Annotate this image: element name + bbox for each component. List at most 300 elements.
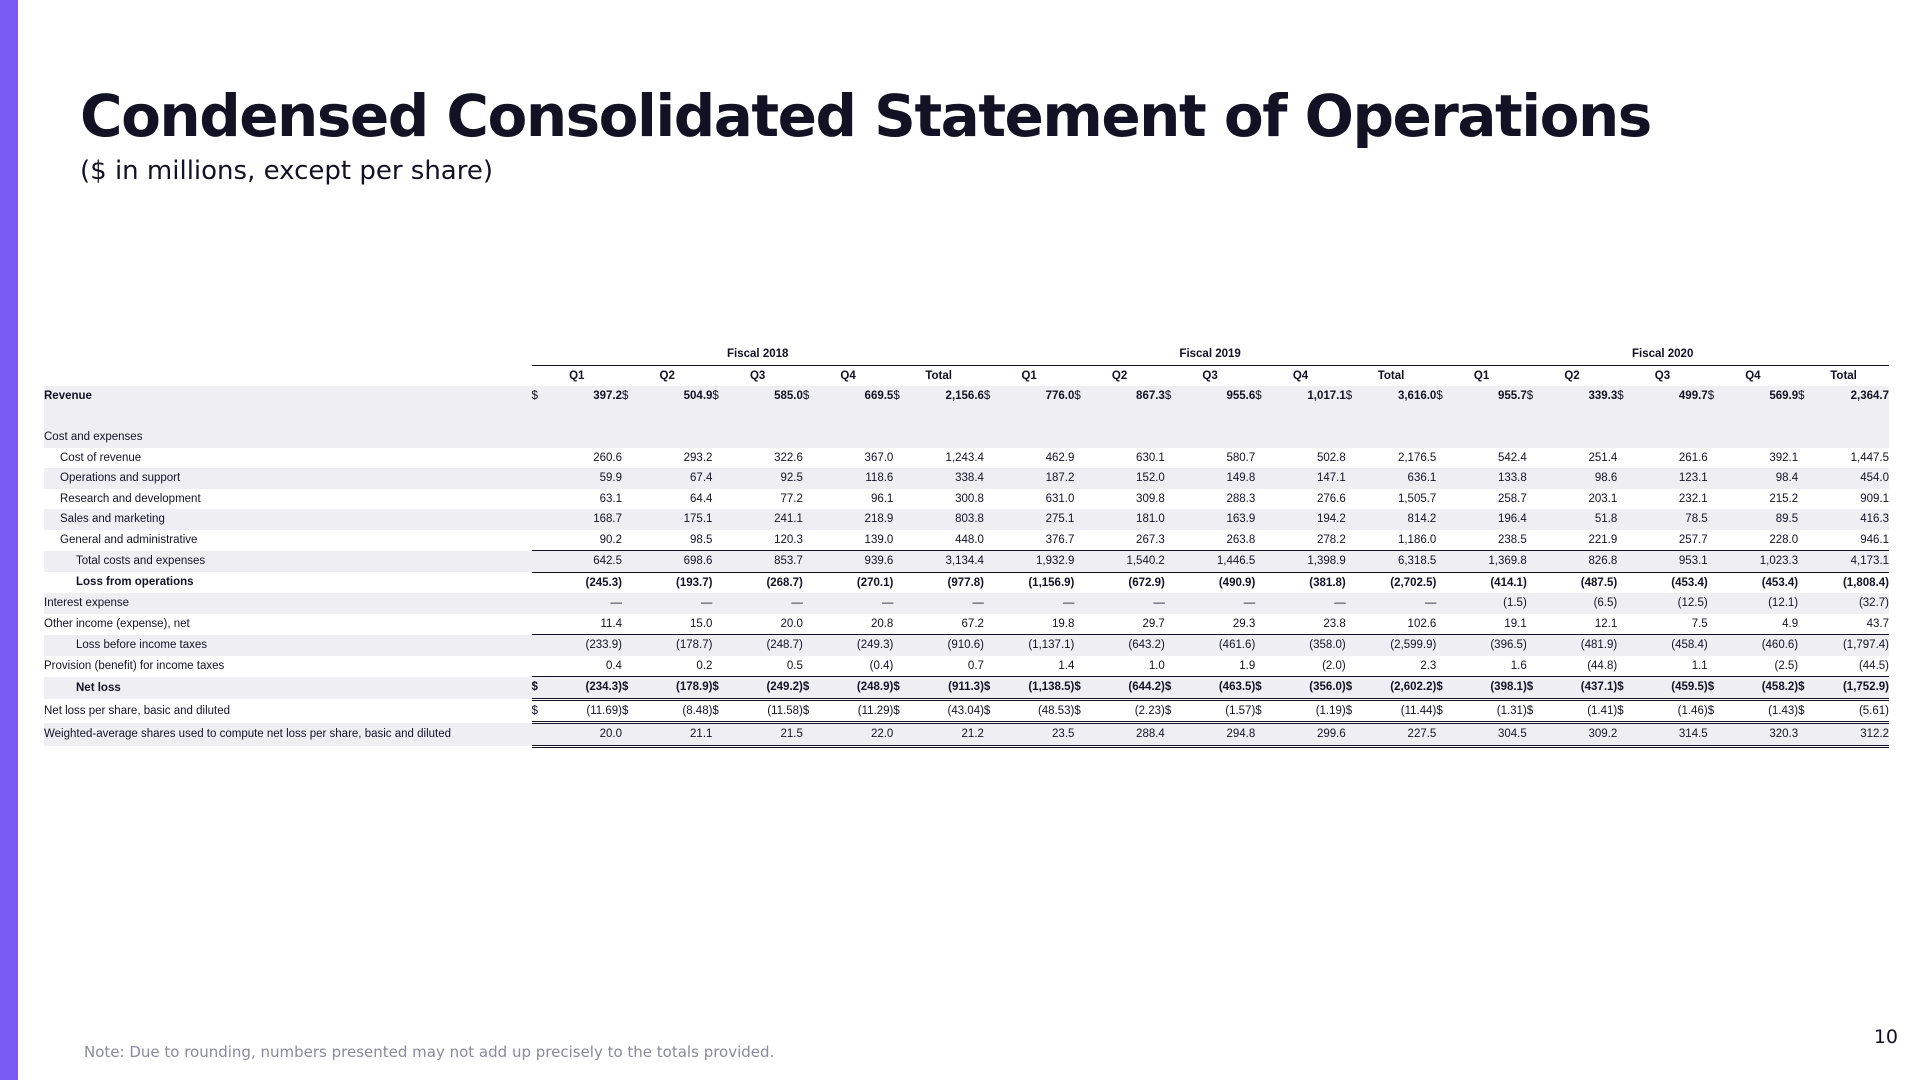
value-cell: 102.6: [1407, 617, 1437, 630]
value-cell: 2,364.7: [1812, 386, 1889, 407]
currency-symbol: [1436, 593, 1450, 614]
value-cell: (481.9): [1541, 635, 1617, 656]
currency-symbol: [1798, 614, 1812, 635]
value-cell: 867.3: [1088, 386, 1164, 407]
currency-symbol: [1074, 448, 1088, 469]
currency-symbol: [1798, 509, 1812, 530]
currency-symbol: [1708, 635, 1722, 656]
table-row: [44, 677, 1889, 700]
value-cell: 123.1: [1631, 468, 1707, 489]
currency-symbol: $: [622, 677, 636, 700]
column-header-q3: Q3: [1617, 365, 1707, 386]
currency-symbol: [984, 468, 998, 489]
statement-of-operations-table: [44, 344, 1889, 748]
value-cell: (414.1): [1450, 572, 1526, 593]
value-cell: (1,138.5): [998, 677, 1074, 700]
column-header-q2: Q2: [1074, 365, 1164, 386]
column-header-total: Total: [1346, 365, 1437, 386]
currency-symbol: [893, 448, 907, 469]
value-cell: 20.0: [780, 617, 803, 630]
currency-symbol: [1074, 427, 1088, 448]
value-cell: (459.5): [1631, 677, 1707, 700]
value-cell: (461.6): [1179, 635, 1255, 656]
value-cell: [1450, 407, 1526, 428]
value-cell: 294.8: [1179, 723, 1255, 747]
currency-symbol: [532, 407, 546, 428]
column-header-q3: Q3: [1165, 365, 1255, 386]
value-cell: [636, 427, 712, 448]
accent-bar: [0, 0, 18, 1080]
currency-symbol: [1346, 614, 1360, 635]
currency-symbol: $: [1527, 386, 1541, 407]
currency-symbol: [1798, 448, 1812, 469]
value-cell: [907, 427, 984, 448]
currency-symbol: $: [532, 386, 546, 407]
value-cell: —: [817, 593, 893, 614]
value-cell: (644.2): [1088, 677, 1164, 700]
currency-symbol: [622, 635, 636, 656]
value-cell: (1.57): [1179, 699, 1255, 723]
value-cell: 309.8: [1136, 492, 1165, 505]
value-cell: 636.1: [1360, 468, 1437, 489]
currency-symbol: $: [1527, 677, 1541, 700]
currency-symbol: $: [1617, 699, 1631, 723]
value-cell: 139.0: [864, 533, 894, 546]
currency-symbol: [1165, 593, 1179, 614]
value-cell: 1,932.9: [998, 551, 1074, 573]
currency-symbol: [1165, 509, 1179, 530]
footnote: Note: Due to rounding, numbers presented may not add up precisely to the totals provided.: [84, 1043, 775, 1061]
column-header-q1: Q1: [1436, 365, 1526, 386]
currency-symbol: [803, 723, 817, 747]
value-cell: (1,797.4): [1812, 635, 1889, 656]
currency-symbol: [1436, 572, 1450, 593]
value-cell: 1.6: [1510, 659, 1527, 672]
column-header-q3: Q3: [712, 365, 802, 386]
currency-symbol: $: [1617, 677, 1631, 700]
value-cell: 11.4: [600, 617, 622, 630]
value-cell: (490.9): [1179, 572, 1255, 593]
value-cell: (2.23): [1088, 699, 1164, 723]
currency-symbol: [622, 593, 636, 614]
currency-symbol: [803, 407, 817, 428]
value-cell: 803.8: [907, 509, 984, 530]
value-cell: 946.1: [1860, 533, 1889, 546]
value-cell: 43.7: [1866, 617, 1889, 630]
value-cell: 909.1: [1860, 492, 1889, 505]
currency-symbol: $: [622, 386, 636, 407]
currency-symbol: [532, 427, 546, 448]
currency-symbol: [1346, 509, 1360, 530]
value-cell: 955.6: [1179, 386, 1255, 407]
currency-symbol: [1346, 551, 1360, 573]
value-cell: —: [1360, 593, 1437, 614]
currency-symbol: [803, 593, 817, 614]
currency-symbol: [803, 530, 817, 551]
value-cell: 29.3: [1232, 617, 1256, 630]
value-cell: 3,134.4: [907, 551, 984, 573]
currency-symbol: [1708, 551, 1722, 573]
currency-symbol: [1074, 572, 1088, 593]
value-cell: (178.7): [636, 635, 712, 656]
currency-symbol: $: [803, 699, 817, 723]
column-header-q2: Q2: [622, 365, 712, 386]
value-cell: 1,017.1: [1269, 386, 1345, 407]
currency-symbol: [984, 551, 998, 573]
currency-symbol: [1527, 614, 1541, 635]
value-cell: [1360, 427, 1437, 448]
currency-symbol: [532, 509, 546, 530]
value-cell: (11.44): [1360, 699, 1437, 723]
currency-symbol: [1617, 723, 1631, 747]
currency-symbol: [712, 407, 726, 428]
currency-symbol: [1255, 656, 1269, 677]
value-cell: [1631, 427, 1707, 448]
currency-symbol: [803, 572, 817, 593]
value-cell: (381.8): [1269, 572, 1345, 593]
value-cell: 118.6: [817, 468, 893, 489]
currency-symbol: [1165, 635, 1179, 656]
table-row: [44, 427, 1889, 448]
currency-symbol: [984, 593, 998, 614]
currency-symbol: [1436, 530, 1450, 551]
value-cell: 814.2: [1360, 509, 1437, 530]
currency-symbol: [1798, 551, 1812, 573]
currency-symbol: $: [1346, 386, 1360, 407]
currency-symbol: [622, 448, 636, 469]
value-cell: 3,616.0: [1360, 386, 1437, 407]
currency-symbol: [1617, 530, 1631, 551]
header-spacer: [44, 365, 532, 386]
value-cell: 955.7: [1450, 386, 1526, 407]
currency-symbol: $: [712, 386, 726, 407]
value-cell: 147.1: [1269, 468, 1345, 489]
currency-symbol: [1255, 614, 1269, 635]
value-cell: 288.4: [1088, 723, 1164, 747]
value-cell: 89.5: [1722, 509, 1798, 530]
table-row: [44, 551, 1889, 573]
value-cell: (43.04): [907, 699, 984, 723]
currency-symbol: [1346, 656, 1360, 677]
currency-symbol: [1436, 635, 1450, 656]
value-cell: (398.1): [1450, 677, 1526, 700]
currency-symbol: [1346, 572, 1360, 593]
value-cell: 257.7: [1678, 533, 1708, 546]
currency-symbol: $: [1255, 386, 1269, 407]
value-cell: (44.5): [1858, 659, 1889, 672]
value-cell: 0.5: [786, 659, 803, 672]
currency-symbol: [532, 468, 546, 489]
value-cell: 630.1: [1136, 451, 1165, 464]
value-cell: 416.3: [1812, 509, 1889, 530]
currency-symbol: [1527, 656, 1541, 677]
value-cell: [726, 427, 802, 448]
currency-symbol: [1527, 572, 1541, 593]
currency-symbol: $: [1708, 699, 1722, 723]
currency-symbol: [712, 723, 726, 747]
currency-symbol: [622, 572, 636, 593]
row-label: Weighted-average shares used to compute net loss per share, basic and diluted: [44, 723, 532, 747]
value-cell: (268.7): [726, 572, 802, 593]
currency-symbol: $: [712, 699, 726, 723]
value-cell: 218.9: [817, 509, 893, 530]
value-cell: (463.5): [1179, 677, 1255, 700]
value-cell: 569.9: [1722, 386, 1798, 407]
currency-symbol: [1708, 572, 1722, 593]
value-cell: 1.1: [1691, 659, 1708, 672]
currency-symbol: [1436, 407, 1450, 428]
row-label: Total costs and expenses: [44, 551, 532, 573]
value-cell: 1,447.5: [1850, 451, 1889, 464]
currency-symbol: [984, 614, 998, 635]
currency-symbol: [1436, 614, 1450, 635]
currency-symbol: [984, 572, 998, 593]
value-cell: (1.46): [1631, 699, 1707, 723]
value-cell: (0.4): [869, 659, 894, 672]
currency-symbol: [1708, 509, 1722, 530]
value-cell: 853.7: [726, 551, 802, 573]
currency-symbol: [712, 572, 726, 593]
value-cell: (458.4): [1631, 635, 1707, 656]
value-cell: 939.6: [817, 551, 893, 573]
currency-symbol: [712, 656, 726, 677]
column-header-q4: Q4: [1708, 365, 1798, 386]
value-cell: (193.7): [636, 572, 712, 593]
value-cell: 580.7: [1226, 451, 1256, 464]
value-cell: (356.0): [1269, 677, 1345, 700]
value-cell: [1088, 407, 1164, 428]
value-cell: (248.7): [726, 635, 802, 656]
currency-symbol: [893, 468, 907, 489]
value-cell: (11.58): [726, 699, 802, 723]
currency-symbol: [984, 448, 998, 469]
value-cell: [907, 407, 984, 428]
value-cell: (249.2): [726, 677, 802, 700]
currency-symbol: [1527, 407, 1541, 428]
value-cell: 120.3: [774, 533, 803, 546]
value-cell: (911.3): [907, 677, 984, 700]
currency-symbol: [1165, 723, 1179, 747]
currency-symbol: [1436, 551, 1450, 573]
column-header-q1: Q1: [984, 365, 1074, 386]
currency-symbol: [1346, 593, 1360, 614]
row-label: Research and development: [60, 492, 201, 505]
value-cell: 6,318.5: [1360, 551, 1437, 573]
value-cell: 228.0: [1769, 533, 1799, 546]
value-cell: (44.8): [1587, 659, 1618, 672]
value-cell: [1631, 407, 1707, 428]
currency-symbol: [1798, 489, 1812, 510]
currency-symbol: [984, 530, 998, 551]
currency-symbol: [893, 572, 907, 593]
currency-symbol: $: [1436, 699, 1450, 723]
currency-symbol: [622, 530, 636, 551]
currency-symbol: [1165, 572, 1179, 593]
currency-symbol: $: [893, 677, 907, 700]
currency-symbol: [1708, 407, 1722, 428]
value-cell: —: [998, 593, 1074, 614]
value-cell: (358.0): [1269, 635, 1345, 656]
currency-symbol: [803, 509, 817, 530]
currency-symbol: [1074, 468, 1088, 489]
value-cell: 221.9: [1588, 533, 1618, 546]
value-cell: (458.2): [1722, 677, 1798, 700]
currency-symbol: [1527, 593, 1541, 614]
currency-symbol: [1074, 656, 1088, 677]
value-cell: 631.0: [1045, 492, 1075, 505]
currency-symbol: [803, 489, 817, 510]
value-cell: 1,398.9: [1269, 551, 1345, 573]
value-cell: [1269, 427, 1345, 448]
value-cell: (48.53): [998, 699, 1074, 723]
fiscal-year-header: Fiscal 2018: [727, 348, 789, 360]
value-cell: 397.2: [546, 386, 622, 407]
currency-symbol: [893, 530, 907, 551]
currency-symbol: [1798, 407, 1812, 428]
value-cell: 196.4: [1450, 509, 1526, 530]
value-cell: 448.0: [955, 533, 984, 546]
currency-symbol: $: [1346, 677, 1360, 700]
currency-symbol: [1255, 509, 1269, 530]
currency-symbol: $: [803, 386, 817, 407]
column-header-total: Total: [1798, 365, 1889, 386]
currency-symbol: $: [1165, 677, 1179, 700]
currency-symbol: [622, 723, 636, 747]
value-cell: 314.5: [1631, 723, 1707, 747]
currency-symbol: [1798, 656, 1812, 677]
currency-symbol: [1346, 427, 1360, 448]
value-cell: 499.7: [1631, 386, 1707, 407]
value-cell: 542.4: [1498, 451, 1527, 464]
value-cell: (460.6): [1722, 635, 1798, 656]
value-cell: 21.2: [907, 723, 984, 747]
value-cell: (672.9): [1088, 572, 1164, 593]
currency-symbol: [1527, 551, 1541, 573]
slide-title: Condensed Consolidated Statement of Operations: [80, 82, 1651, 150]
value-cell: 263.8: [1226, 533, 1256, 546]
currency-symbol: $: [1255, 677, 1269, 700]
currency-symbol: [622, 656, 636, 677]
value-cell: [817, 407, 893, 428]
value-cell: 1,023.3: [1722, 551, 1798, 573]
value-cell: [1541, 427, 1617, 448]
currency-symbol: [1074, 635, 1088, 656]
value-cell: [1088, 427, 1164, 448]
currency-symbol: [893, 614, 907, 635]
currency-symbol: [803, 448, 817, 469]
quarter-header-row: [44, 365, 1889, 386]
currency-symbol: [803, 656, 817, 677]
value-cell: [998, 407, 1074, 428]
currency-symbol: [1255, 723, 1269, 747]
currency-symbol: [1617, 614, 1631, 635]
value-cell: 0.7: [967, 659, 984, 672]
value-cell: 585.0: [726, 386, 802, 407]
value-cell: (453.4): [1722, 572, 1798, 593]
table-row: [44, 448, 1889, 469]
currency-symbol: $: [1074, 699, 1088, 723]
currency-symbol: [1436, 723, 1450, 747]
value-cell: 293.2: [683, 451, 713, 464]
currency-symbol: [893, 551, 907, 573]
value-cell: (1,752.9): [1812, 677, 1889, 700]
value-cell: (2,702.5): [1360, 572, 1437, 593]
value-cell: 238.5: [1498, 533, 1527, 546]
currency-symbol: [1165, 468, 1179, 489]
currency-symbol: [1798, 530, 1812, 551]
currency-symbol: [893, 489, 907, 510]
currency-symbol: [1708, 593, 1722, 614]
currency-symbol: $: [1074, 386, 1088, 407]
currency-symbol: $: [1436, 386, 1450, 407]
currency-symbol: $: [1165, 699, 1179, 723]
table-row: [44, 656, 1889, 677]
row-label: General and administrative: [60, 533, 198, 546]
value-cell: 392.1: [1769, 451, 1799, 464]
value-cell: 1.9: [1239, 659, 1256, 672]
currency-symbol: [1617, 635, 1631, 656]
value-cell: 288.3: [1226, 492, 1256, 505]
currency-symbol: [1708, 723, 1722, 747]
value-cell: —: [907, 593, 984, 614]
currency-symbol: [532, 572, 546, 593]
currency-symbol: [1346, 468, 1360, 489]
currency-symbol: [712, 614, 726, 635]
value-cell: [546, 407, 622, 428]
value-cell: 267.3: [1136, 533, 1165, 546]
value-cell: (12.1): [1722, 593, 1798, 614]
currency-symbol: [712, 489, 726, 510]
value-cell: [1722, 407, 1798, 428]
currency-symbol: $: [984, 699, 998, 723]
currency-symbol: [1436, 468, 1450, 489]
value-cell: [1179, 427, 1255, 448]
currency-symbol: [532, 448, 546, 469]
currency-symbol: [893, 427, 907, 448]
currency-symbol: [712, 551, 726, 573]
currency-symbol: [984, 407, 998, 428]
value-cell: [1541, 407, 1617, 428]
column-header-q2: Q2: [1527, 365, 1617, 386]
value-cell: 300.8: [955, 492, 984, 505]
currency-symbol: [1798, 723, 1812, 747]
currency-symbol: $: [1708, 677, 1722, 700]
value-cell: 1.4: [1058, 659, 1075, 672]
currency-symbol: [1617, 489, 1631, 510]
value-cell: 227.5: [1360, 723, 1437, 747]
currency-symbol: $: [532, 699, 546, 723]
currency-symbol: [1527, 509, 1541, 530]
value-cell: 15.0: [690, 617, 713, 630]
currency-symbol: [984, 489, 998, 510]
currency-symbol: $: [984, 677, 998, 700]
currency-symbol: [712, 635, 726, 656]
currency-symbol: [984, 723, 998, 747]
fiscal-year-header: Fiscal 2020: [1631, 348, 1694, 360]
currency-symbol: [1074, 551, 1088, 573]
currency-symbol: [1346, 448, 1360, 469]
currency-symbol: [1708, 530, 1722, 551]
value-cell: (12.5): [1631, 593, 1707, 614]
table-row: [44, 593, 1889, 614]
currency-symbol: [803, 551, 817, 573]
value-cell: 260.6: [593, 451, 622, 464]
value-cell: 275.1: [998, 509, 1074, 530]
currency-symbol: [1708, 427, 1722, 448]
currency-symbol: [532, 551, 546, 573]
value-cell: (11.29): [817, 699, 893, 723]
currency-symbol: [712, 593, 726, 614]
